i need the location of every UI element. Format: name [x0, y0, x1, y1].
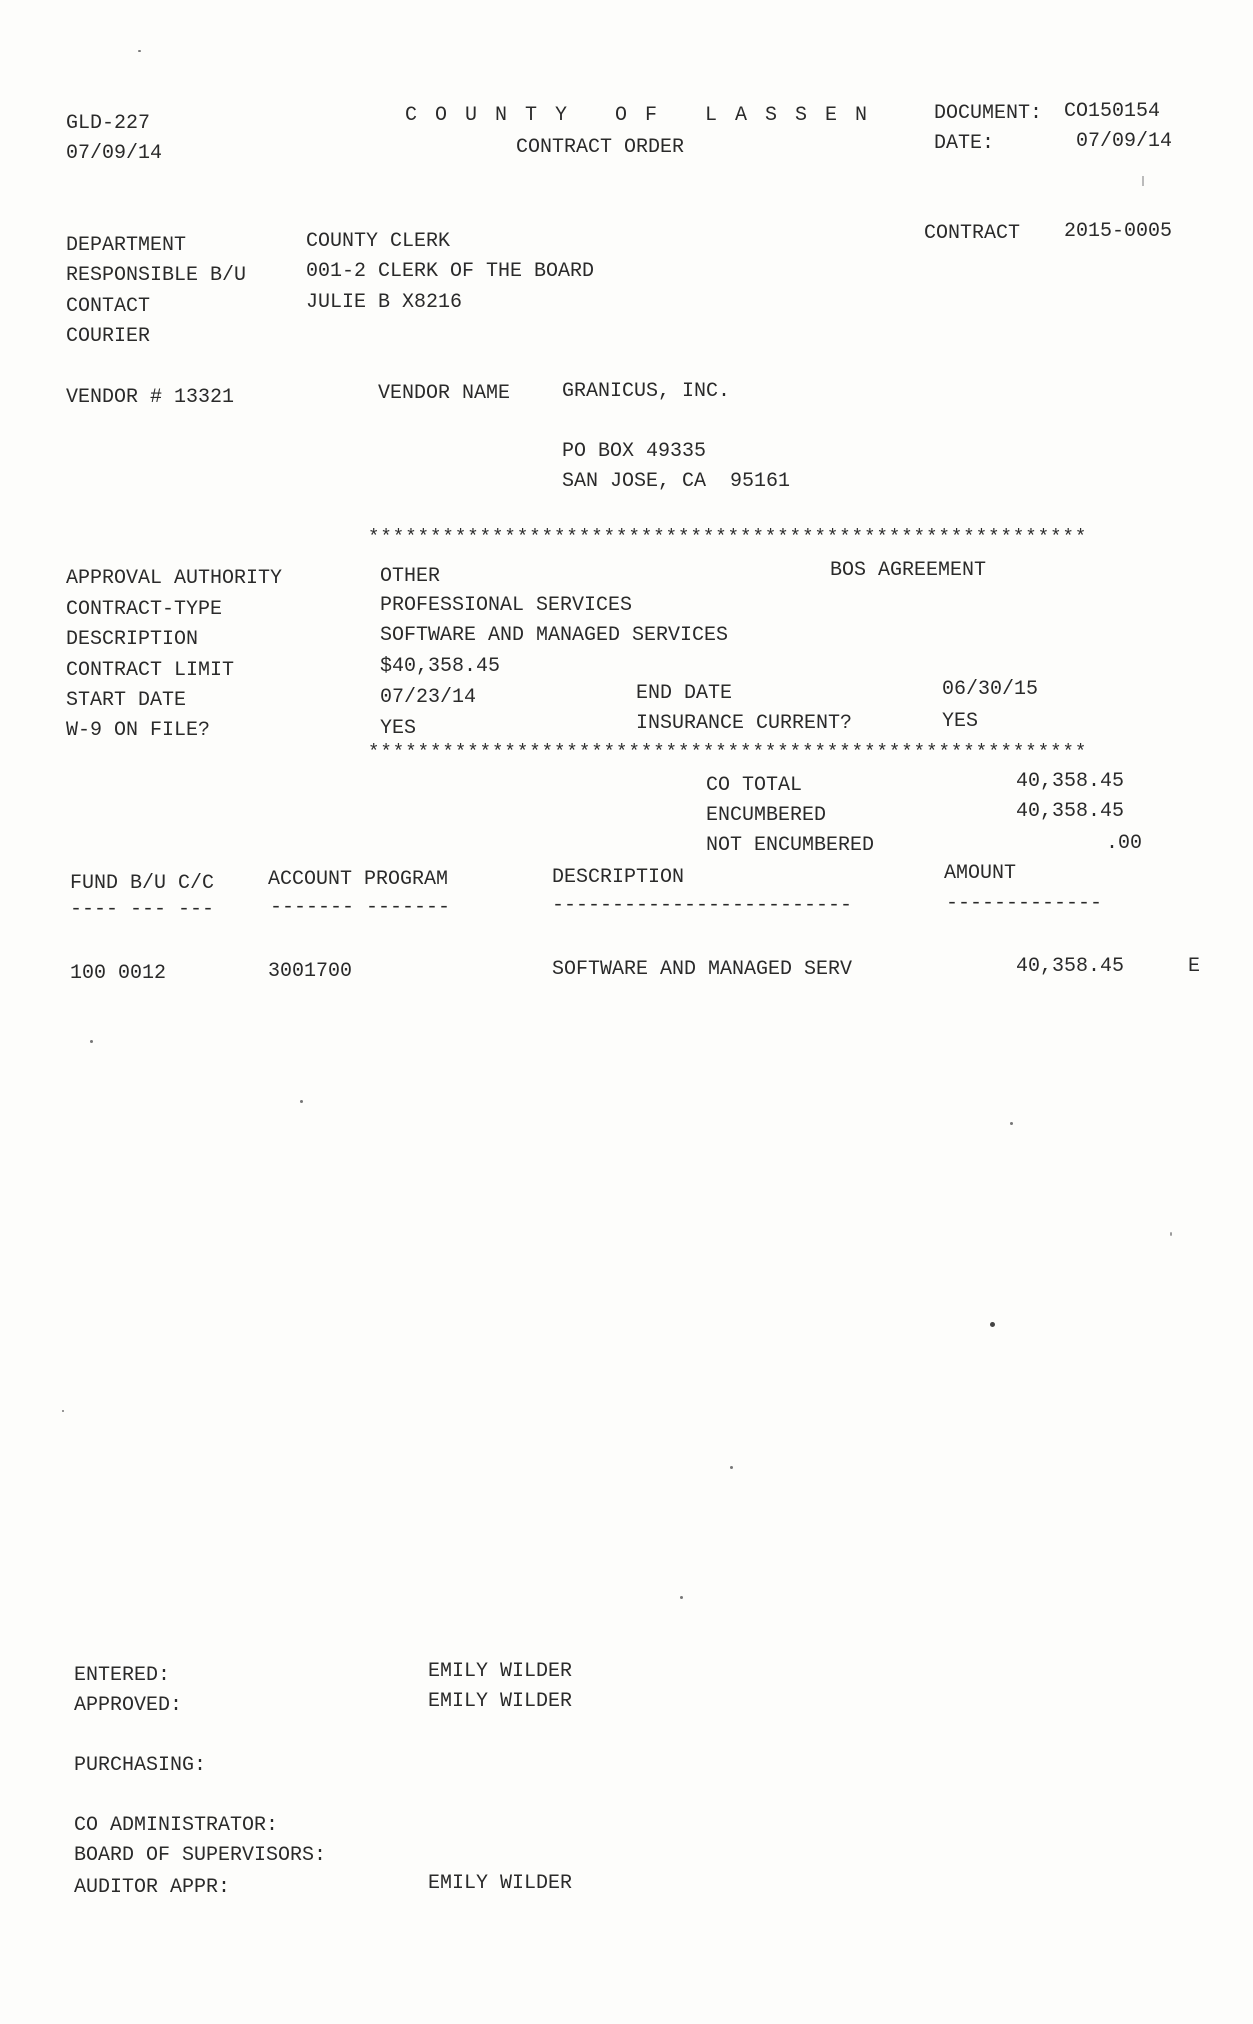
col-amount: AMOUNT	[944, 862, 1017, 885]
contract-number: 2015-0005	[1064, 220, 1173, 243]
rule-account: ------- -------	[270, 896, 451, 919]
contact-value: JULIE B X8216	[306, 291, 463, 314]
rule-fund: ---- --- ---	[70, 898, 215, 921]
encumbered-label: ENCUMBERED	[706, 804, 827, 827]
end-date-label: END DATE	[636, 682, 733, 705]
approval-authority-label: APPROVAL AUTHORITY	[66, 567, 283, 590]
scan-speck	[1142, 176, 1144, 186]
entered-label: ENTERED:	[74, 1664, 171, 1687]
responsible-bu-value: 001-2 CLERK OF THE BOARD	[306, 260, 595, 283]
vendor-number: VENDOR # 13321	[66, 386, 235, 409]
scan-speck	[990, 1322, 995, 1327]
form-id: GLD-227	[66, 112, 151, 135]
start-date-value: 07/23/14	[380, 686, 477, 709]
bos-agreement: BOS AGREEMENT	[830, 559, 987, 582]
contact-label: CONTACT	[66, 295, 151, 318]
approved-value: EMILY WILDER	[428, 1690, 573, 1713]
auditor-appr-value: EMILY WILDER	[428, 1872, 573, 1895]
scan-speck	[1170, 1232, 1172, 1236]
scan-speck	[62, 1410, 64, 1412]
vendor-address-line2: SAN JOSE, CA 95161	[562, 470, 791, 493]
department-label: DEPARTMENT	[66, 234, 187, 257]
encumbered-value: 40,358.45	[1016, 800, 1125, 823]
w9-value: YES	[380, 717, 417, 740]
auditor-appr-label: AUDITOR APPR:	[74, 1876, 231, 1899]
scan-speck	[90, 1040, 93, 1043]
rule-amount: -------------	[946, 892, 1103, 915]
row-description: SOFTWARE AND MANAGED SERV	[552, 958, 853, 981]
contract-limit-label: CONTRACT LIMIT	[66, 659, 235, 682]
not-encumbered-label: NOT ENCUMBERED	[706, 834, 875, 857]
vendor-name-value: GRANICUS, INC.	[562, 380, 731, 403]
purchasing-label: PURCHASING:	[74, 1754, 207, 1777]
document-number: CO150154	[1064, 100, 1161, 123]
entered-value: EMILY WILDER	[428, 1660, 573, 1683]
contract-type-label: CONTRACT-TYPE	[66, 598, 223, 621]
vendor-address-line1: PO BOX 49335	[562, 440, 707, 463]
insurance-label: INSURANCE CURRENT?	[636, 712, 853, 735]
rule-description: -------------------------	[552, 894, 853, 917]
contract-type-value: PROFESSIONAL SERVICES	[380, 594, 633, 617]
description-value: SOFTWARE AND MANAGED SERVICES	[380, 624, 729, 647]
document-label: DOCUMENT:	[934, 102, 1043, 125]
insurance-value: YES	[942, 710, 979, 733]
star-divider-top: **********************************************************	[368, 526, 1088, 548]
row-account: 3001700	[268, 960, 353, 983]
scan-speck	[138, 50, 141, 52]
col-fund-bu-cc: FUND B/U C/C	[70, 872, 215, 895]
col-description: DESCRIPTION	[552, 866, 685, 889]
row-amount: 40,358.45	[1016, 955, 1125, 978]
form-date: 07/09/14	[66, 142, 163, 165]
co-total-label: CO TOTAL	[706, 774, 803, 797]
co-administrator-label: CO ADMINISTRATOR:	[74, 1814, 279, 1837]
vendor-name-label: VENDOR NAME	[378, 382, 511, 405]
board-of-supervisors-label: BOARD OF SUPERVISORS:	[74, 1844, 327, 1867]
co-total-value: 40,358.45	[1016, 770, 1125, 793]
date-label: DATE:	[934, 132, 995, 155]
contract-limit-value: $40,358.45	[380, 655, 501, 678]
star-divider-bottom: **********************************************************	[368, 741, 1088, 763]
description-label: DESCRIPTION	[66, 628, 199, 651]
scan-speck	[300, 1100, 303, 1103]
courier-label: COURIER	[66, 325, 151, 348]
end-date-value: 06/30/15	[942, 678, 1039, 701]
responsible-bu-label: RESPONSIBLE B/U	[66, 264, 247, 287]
page-subtitle: CONTRACT ORDER	[516, 136, 685, 159]
col-account-program: ACCOUNT PROGRAM	[268, 868, 449, 891]
w9-label: W-9 ON FILE?	[66, 719, 211, 742]
scan-speck	[680, 1596, 683, 1599]
department-value: COUNTY CLERK	[306, 230, 451, 253]
approved-label: APPROVED:	[74, 1694, 183, 1717]
contract-label: CONTRACT	[924, 222, 1021, 245]
row-flag: E	[1188, 955, 1201, 978]
row-fund-bu: 100 0012	[70, 962, 167, 985]
scan-speck	[1010, 1122, 1013, 1125]
approval-authority-value: OTHER	[380, 565, 441, 588]
page-title: COUNTY OF LASSEN	[405, 104, 886, 127]
date-value: 07/09/14	[1076, 130, 1173, 153]
start-date-label: START DATE	[66, 689, 187, 712]
scan-speck	[730, 1466, 733, 1469]
not-encumbered-value: .00	[1106, 832, 1143, 855]
